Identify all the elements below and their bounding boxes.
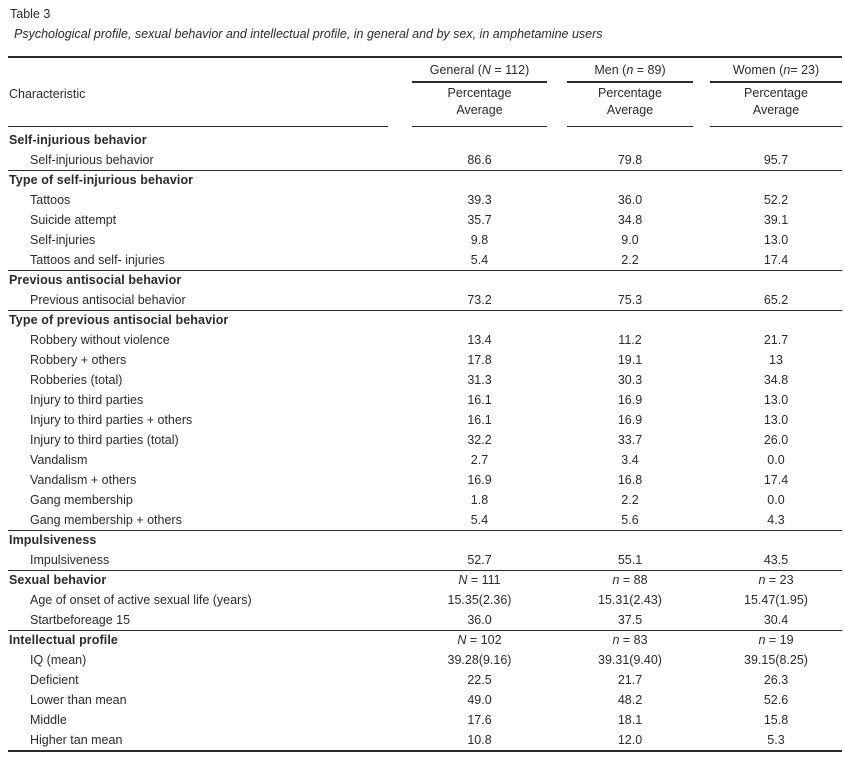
cell-value: 34.8 [763,373,789,387]
cell-value: 17.4 [763,473,789,487]
cell-value: 73.2 [467,293,492,307]
section-row [8,310,842,330]
cell-value [567,171,693,190]
row-label: Vandalism [30,453,88,467]
row-label: Sexual behavior [9,573,107,587]
table-label: Table 3 [10,7,51,21]
header-bottom-rule-men [567,126,693,128]
cell-value: 13.0 [763,233,789,247]
cell-value: 49.0 [467,693,492,707]
cell-value: 52.7 [467,553,492,567]
row-label: IQ (mean) [30,653,87,667]
cell-value: 21.7 [763,333,789,347]
cell-value: 17.6 [467,713,492,727]
cell-value: 52.2 [763,193,789,207]
characteristic-column-header: Characteristic [9,87,86,101]
table-row [8,390,842,410]
row-label: Impulsiveness [9,533,97,547]
column-subheader-women [710,85,842,118]
cell-value: 3.4 [621,453,639,467]
table-row [8,690,842,710]
cell-value: 15.8 [763,713,789,727]
cell-value: 36.0 [617,193,643,207]
table-row [8,510,842,530]
row-label: Intellectual profile [9,633,118,647]
cell-value: 75.3 [617,293,643,307]
women-column-underline [710,81,842,83]
table-row [8,330,842,350]
cell-value: 48.2 [617,693,643,707]
cell-value: 43.5 [763,553,789,567]
sample-size-value: n = 19 [758,633,794,647]
cell-value: 16.9 [617,413,643,427]
cell-value: 26.0 [763,433,789,447]
row-label: Previous antisocial behavior [9,273,182,287]
table-row [8,670,842,690]
men-column-underline [567,81,693,83]
column-subheader-general [412,85,547,118]
cell-value: 5.4 [470,513,489,527]
table-header [8,58,842,127]
row-label: Injury to third parties + others [30,413,193,427]
cell-value: 5.6 [621,513,639,527]
cell-value [412,130,547,150]
cell-value: 34.8 [617,213,643,227]
cell-value: 65.2 [763,293,789,307]
cell-value: 5.4 [470,253,489,267]
cell-value [710,311,842,330]
table-row [8,190,842,210]
cell-value: 17.8 [467,353,492,367]
table-row [8,430,842,450]
cell-value: 2.7 [470,453,489,467]
header-bottom-rule-women [710,126,842,128]
cell-value: 13.4 [467,333,492,347]
cell-value: 18.1 [617,713,643,727]
cell-value: 37.5 [617,613,643,627]
general-column-underline [412,81,547,83]
subheader-line: Average [456,102,503,117]
cell-value: 5.3 [767,733,785,747]
cell-value: 35.7 [467,213,492,227]
row-label: Suicide attempt [30,213,117,227]
row-label: Self-injurious behavior [9,133,147,147]
table-row [8,470,842,490]
cell-value: 13.0 [763,413,789,427]
cell-value: 16.1 [467,413,492,427]
sample-size-value: N = 111 [458,573,501,587]
table-row [8,290,842,310]
column-header-men: Men (n = 89) [594,63,666,77]
cell-value: 39.1 [763,213,789,227]
cell-value: 30.3 [617,373,643,387]
row-label: Injury to third parties [30,393,144,407]
sample-size-value: n = 88 [612,573,648,587]
table-row [8,230,842,250]
cell-value: 31.3 [467,373,492,387]
section-row [8,170,842,190]
cell-value: 52.6 [763,693,789,707]
cell-value [710,130,842,150]
table-row [8,370,842,390]
subheader-line: Percentage [744,86,808,100]
cell-value: 0.0 [767,453,785,467]
row-label: Tattoos and self- injuries [30,253,165,267]
table-row [8,450,842,470]
cell-value: 36.0 [467,613,492,627]
cell-value: 15.35(2.36) [447,593,512,607]
subheader-line: Percentage [598,86,662,100]
row-label: Injury to third parties (total) [30,433,179,447]
cell-value: 16.8 [617,473,643,487]
cell-value: 2.2 [621,253,639,267]
cell-value [710,171,842,190]
sample-size-value: n = 83 [612,633,648,647]
row-label: Robbery + others [30,353,127,367]
row-label: Age of onset of active sexual life (years) [30,593,252,607]
row-label: Tattoos [30,193,71,207]
cell-value: 22.5 [467,673,492,687]
row-label: Vandalism + others [30,473,137,487]
cell-value: 13 [769,353,783,367]
cell-value [567,130,693,150]
table-row [8,710,842,730]
row-label: Type of previous antisocial behavior [9,313,229,327]
subheader-line: Average [606,102,654,117]
table-row [8,610,842,630]
cell-value: 33.7 [617,433,643,447]
section-row [8,270,842,290]
cell-value: 15.47(1.95) [744,593,808,607]
row-label: Impulsiveness [30,553,110,567]
table-row [8,650,842,670]
row-label: Self-injuries [30,233,96,247]
cell-value: 55.1 [617,553,643,567]
row-label: Robbery without violence [30,333,170,347]
cell-value: 19.1 [617,353,643,367]
cell-value [412,271,547,290]
table-caption: Psychological profile, sexual behavior and intellectual profile, in general and by sex, in amphetamine users [14,27,603,41]
cell-value: 86.6 [467,153,492,167]
column-subheader-men [567,85,693,118]
cell-value: 9.0 [621,233,639,247]
cell-value: 39.28(9.16) [447,653,512,667]
cell-value: 39.15(8.25) [744,653,808,667]
row-label: Startbeforeage 15 [30,613,131,627]
cell-value: 16.9 [617,393,643,407]
row-label: Higher tan mean [30,733,123,747]
table-row [8,350,842,370]
sample-size-value: n = 23 [758,573,794,587]
cell-value: 39.3 [467,193,492,207]
cell-value: 11.2 [618,333,642,347]
cell-value: 79.8 [617,153,643,167]
cell-value [710,531,842,550]
cell-value: 21.7 [617,673,643,687]
subheader-line: Percentage [447,86,512,100]
cell-value: 12.0 [617,733,643,747]
table-row [8,490,842,510]
row-label: Type of self-injurious behavior [9,173,194,187]
cell-value: 30.4 [763,613,789,627]
cell-value: 10.8 [467,733,492,747]
cell-value: 95.7 [763,153,789,167]
column-header-women: Women (n= 23) [732,63,820,77]
cell-value [412,171,547,190]
cell-value [567,311,693,330]
cell-value: 17.4 [763,253,789,267]
cell-value: 15.31(2.43) [598,593,662,607]
cell-value: 32.2 [467,433,492,447]
table-row [8,250,842,270]
header-bottom-rule-general [412,126,547,128]
table-row [8,210,842,230]
section-row [8,570,842,590]
section-row [8,130,842,150]
table-row [8,150,842,170]
cell-value: 9.8 [470,233,489,247]
cell-value: 16.1 [467,393,492,407]
cell-value: 1.8 [470,493,489,507]
row-label: Deficient [30,673,79,687]
table-row [8,590,842,610]
cell-value [412,531,547,550]
row-label: Gang membership + others [30,513,182,527]
cell-value [710,271,842,290]
cell-value [567,531,693,550]
cell-value: 2.2 [621,493,639,507]
header-bottom-rule-characteristic [8,126,388,128]
cell-value [567,271,693,290]
data-table [8,56,842,752]
section-row [8,630,842,650]
cell-value [412,311,547,330]
column-header-general: General (N = 112) [429,63,530,77]
row-label: Self-injurious behavior [30,153,154,167]
row-label: Middle [30,713,67,727]
table-row [8,550,842,570]
subheader-line: Average [752,102,800,117]
cell-value: 26.3 [763,673,789,687]
cell-value: 39.31(9.40) [598,653,662,667]
cell-value: 16.9 [467,473,492,487]
cell-value: 4.3 [767,513,785,527]
row-label: Lower than mean [30,693,127,707]
table-body [8,127,842,752]
sample-size-value: N = 102 [457,633,502,647]
cell-value: 0.0 [767,493,785,507]
table-row [8,730,842,750]
row-label: Previous antisocial behavior [30,293,186,307]
row-label: Robberies (total) [30,373,123,387]
row-label: Gang membership [30,493,133,507]
table-row [8,410,842,430]
section-row [8,530,842,550]
cell-value: 13.0 [763,393,789,407]
